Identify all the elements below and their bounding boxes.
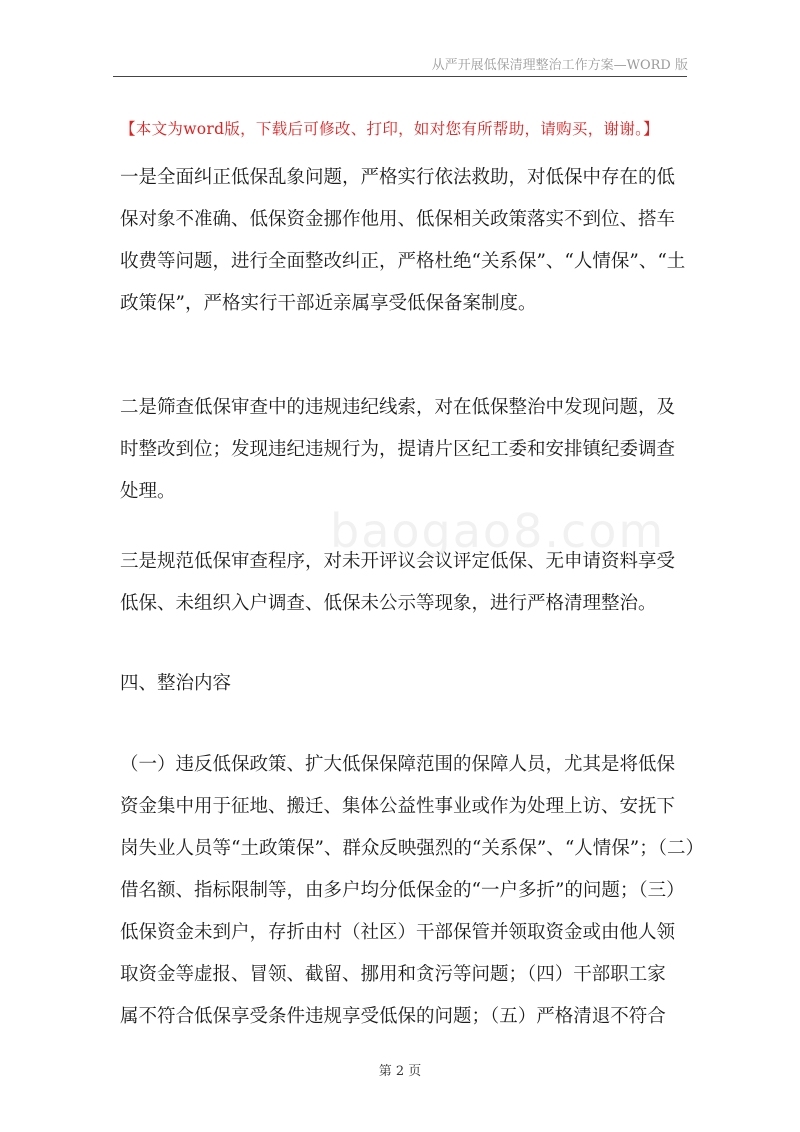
paragraph-line: 保对象不准确、低保资金挪作他用、低保相关政策落实不到位、搭车 bbox=[120, 209, 676, 230]
paragraph-line: 政策保”，严格实行干部近亲属享受低保备案制度。 bbox=[120, 293, 537, 314]
paragraph-2 bbox=[120, 387, 686, 513]
paragraph-line: 资金集中用于征地、搬迁、集体公益性事业或作为处理上访、安抚下 bbox=[120, 796, 676, 817]
paragraph-line: 借名额、指标限制等，由多户均分低保金的“一户多折”的问题；（三） bbox=[120, 880, 685, 901]
paragraph-5 bbox=[120, 744, 704, 1038]
paragraph-line: 低保资金未到户，存折由村（社区）干部保管并领取资金或由他人领 bbox=[120, 922, 676, 943]
paragraph-line: 属不符合低保享受条件违规享受低保的问题；（五）严格清退不符合 bbox=[120, 1006, 666, 1027]
paragraph-line: 收费等问题，进行全面整改纠正，严格杜绝“关系保”、“人情保”、“土 bbox=[120, 251, 686, 272]
page-number: 第 2 页 bbox=[378, 1064, 422, 1079]
paragraph-line: 时整改到位；发现违纪违规行为，提请片区纪工委和安排镇纪委调查 bbox=[120, 439, 676, 460]
header-divider bbox=[113, 76, 687, 77]
paragraph-line: 岗失业人员等“土政策保”、群众反映强烈的“关系保”、“人情保”；（二） bbox=[120, 838, 704, 859]
paragraph-line: 二是筛查低保审查中的违规违纪线索，对在低保整治中发现问题，及 bbox=[120, 397, 676, 418]
purchase-notice: 【本文为word版，下载后可修改、打印，如对您有所帮助，请购买，谢谢。】 bbox=[120, 120, 659, 138]
paragraph-1 bbox=[120, 157, 686, 325]
section-heading bbox=[120, 663, 686, 705]
section-heading-text: 四、整治内容 bbox=[120, 673, 232, 694]
paragraph-3 bbox=[120, 541, 686, 625]
paragraph-line: 一是全面纠正低保乱象问题，严格实行依法救助，对低保中存在的低 bbox=[120, 167, 676, 188]
watermark: baogao8.com bbox=[330, 504, 666, 558]
paragraph-line: 三是规范低保审查程序，对未开评议会议评定低保、无申请资料享受 bbox=[120, 551, 676, 572]
paragraph-line: 取资金等虚报、冒领、截留、挪用和贪污等问题；（四）干部职工家 bbox=[120, 964, 666, 985]
paragraph-line: 低保、未组织入户调查、低保未公示等现象，进行严格清理整治。 bbox=[120, 593, 657, 614]
paragraph-line: 处理。 bbox=[120, 481, 176, 502]
paragraph-line: （一）违反低保政策、扩大低保保障范围的保障人员，尤其是将低保 bbox=[120, 754, 676, 775]
page-header-title: 从严开展低保清理整治工作方案—WORD 版 bbox=[431, 58, 688, 73]
